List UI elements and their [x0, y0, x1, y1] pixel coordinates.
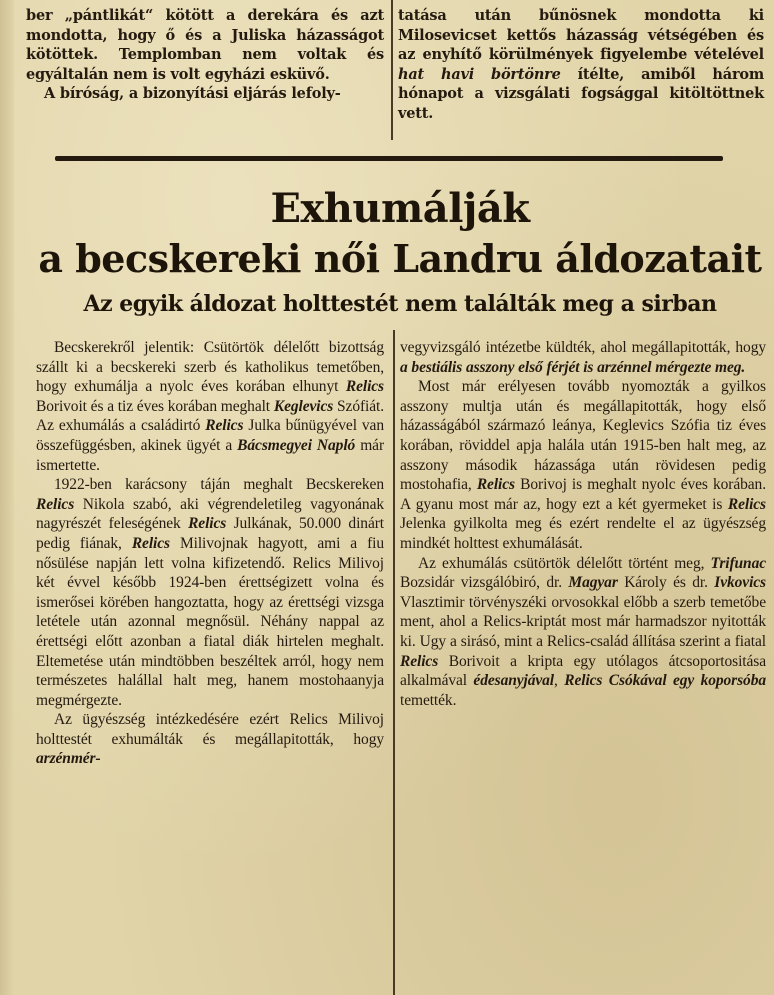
text-run: Nikola szabó, aki végrendeletileg vagyonának nagyrészét feleségének: [36, 495, 384, 533]
text-run: Szófiát. Az exhumálás a családirtó: [36, 397, 384, 435]
text-run: Milivojnak hagyott, ami a fiu nősülése napján lett volna kifizetendő. Relics Milivoj két évvel később 1924-ben érettségizett volna és ismerősei körében hangoztatta, hogy az érettségi vizsga letétele után azonnal megnősül. Néhány nappal az érettségi előtt azonban a fiatal diák hirtelen meghalt. Eltemetése után mindtöbben beszéltek arról, hogy nem természetes halállal halt meg, hanem mostohaanyja megmérgezte.: [36, 534, 384, 709]
article-title-line-1: Exhumálják: [270, 185, 530, 232]
text-run: Borivoit és a tiz éves korában meghalt: [36, 397, 274, 415]
text-run: Most már erélyesen tovább nyomozták a gyilkos asszony multja után és megállapitották, hogy első házasságából származó leánya, Keglevics Szófia tiz éves korában, röviddel apja halála után 1915-ben halt meg, az asszony második házassága után rövidesen pedig mostohafia,: [400, 378, 766, 494]
text-run: Vlasztimir törvényszéki orvosokkal előbb a szerb temetőbe ment, ahol a Relics-kriptát most már harmadszor nyitották ki. Ugy a sirásó, mint a Relics-család állítása szerint a fiatal: [400, 593, 766, 650]
emphasized-text: Ivkovics: [714, 574, 766, 592]
text-run: Jelenka gyilkolta meg és ezért rendelte el az ügyészség mindkét holttest exhumálását.: [400, 515, 766, 552]
text-run: Károly és dr.: [617, 574, 715, 592]
text-run: Julkának, 50.000 dinárt pedig fiának,: [36, 515, 384, 552]
top-column-rule: [391, 0, 393, 140]
emphasized-text: Relics: [205, 417, 244, 435]
emphasized-text: Relics: [476, 476, 515, 494]
text-run: vegyvizsgáló intézetbe küldték, ahol megállapitották, hogy: [400, 339, 766, 356]
paragraph: [400, 338, 766, 377]
text-run: Az ügyészség intézkedésére ezért Relics Milivoj holttestét exhumálták és megállapitották, hogy: [36, 711, 384, 748]
paragraph: ber „pántlikát“ kötött a derekára és azt mondotta, hogy ő és a Juliska házasságot kötöttek. Templomban nem voltak és egyáltalán nem is volt egyházi esküvő.: [26, 7, 384, 83]
body-column-rule: [393, 330, 395, 995]
text-run: Becskerekről jelentik: Csütörtök délelőtt bizottság szállt ki a becskereki szerb és katholikus temetőben, hogy exhumálja a nyolc éves korában elhunyt: [36, 339, 384, 396]
text-run: Bozsidár vizsgálóbiró, dr.: [400, 574, 569, 592]
previous-article-left-column: [26, 6, 384, 104]
emphasized-text: Relics: [345, 378, 384, 396]
previous-article-right-column: [398, 6, 764, 123]
text-run: Az exhumálás csütörtök délelőtt történt meg,: [418, 554, 711, 572]
paragraph: A bíróság, a bizonyítási eljárás lefoly-: [44, 85, 341, 102]
emphasized-text: Bácsmegyei Napló: [237, 436, 356, 454]
emphasized-text: édesanyjával: [473, 672, 555, 690]
emphasized-text: Relics: [727, 495, 766, 513]
text-run: Julka bűnügyével van összefüggésben, akinek ügyét a: [36, 417, 384, 454]
emphasized-text: arzénmér-: [36, 750, 101, 768]
emphasized-text: Relics Csókával egy koporsóba: [564, 672, 766, 690]
page-edge: [0, 0, 14, 995]
paragraph: [400, 554, 766, 711]
emphasized-text: Trifunac: [710, 554, 766, 572]
article-right-column: [400, 338, 766, 710]
text-run: Borivoj is meghalt nyolc éves korában. A gyanu most már az, hogy ezt a két gyermeket is: [400, 476, 766, 513]
emphasized-text: Relics: [131, 534, 170, 552]
article-title-line-2: a becskereki női Landru áldozatait: [38, 236, 762, 281]
paragraph: [36, 710, 384, 769]
text-run: tatása után bűnösnek mondotta ki Milosevicset kettős házasság vétségében és az enyhítő körülmények figyelembe vételével: [398, 7, 764, 63]
paragraph: [36, 338, 384, 475]
paragraph: [36, 475, 384, 710]
article-subtitle: Az egyik áldozat holttestét nem találták meg a sirban: [83, 291, 717, 317]
emphasized-text: Magyar: [568, 574, 618, 592]
text-run: ,: [554, 672, 565, 690]
emphasized-text: Relics: [36, 495, 75, 513]
emphasized-text: Relics: [188, 515, 227, 533]
text-run: 1922-ben karácsony táján meghalt Becskereken: [54, 476, 384, 494]
text-run: Borivoit a kripta egy utólagos átcsoportositása alkalmával: [400, 652, 766, 690]
article-left-column: [36, 338, 384, 769]
emphasized-text: a bestiális asszony első férjét is arzénnel mérgezte meg.: [400, 358, 746, 376]
text-run: már ismertette.: [36, 436, 385, 474]
emphasized-text: Keglevics: [273, 397, 334, 415]
article-separator-rule: [55, 156, 723, 161]
emphasized-text: Relics: [400, 652, 439, 670]
paragraph: [400, 377, 766, 553]
text-run: ítélte, amiből három hónapot a vizsgálati fogsággal kitöltöttnek vett.: [398, 65, 764, 122]
paragraph: [398, 6, 764, 123]
text-run: temették.: [400, 691, 457, 709]
emphasized-text: hat havi börtönre: [398, 65, 561, 83]
